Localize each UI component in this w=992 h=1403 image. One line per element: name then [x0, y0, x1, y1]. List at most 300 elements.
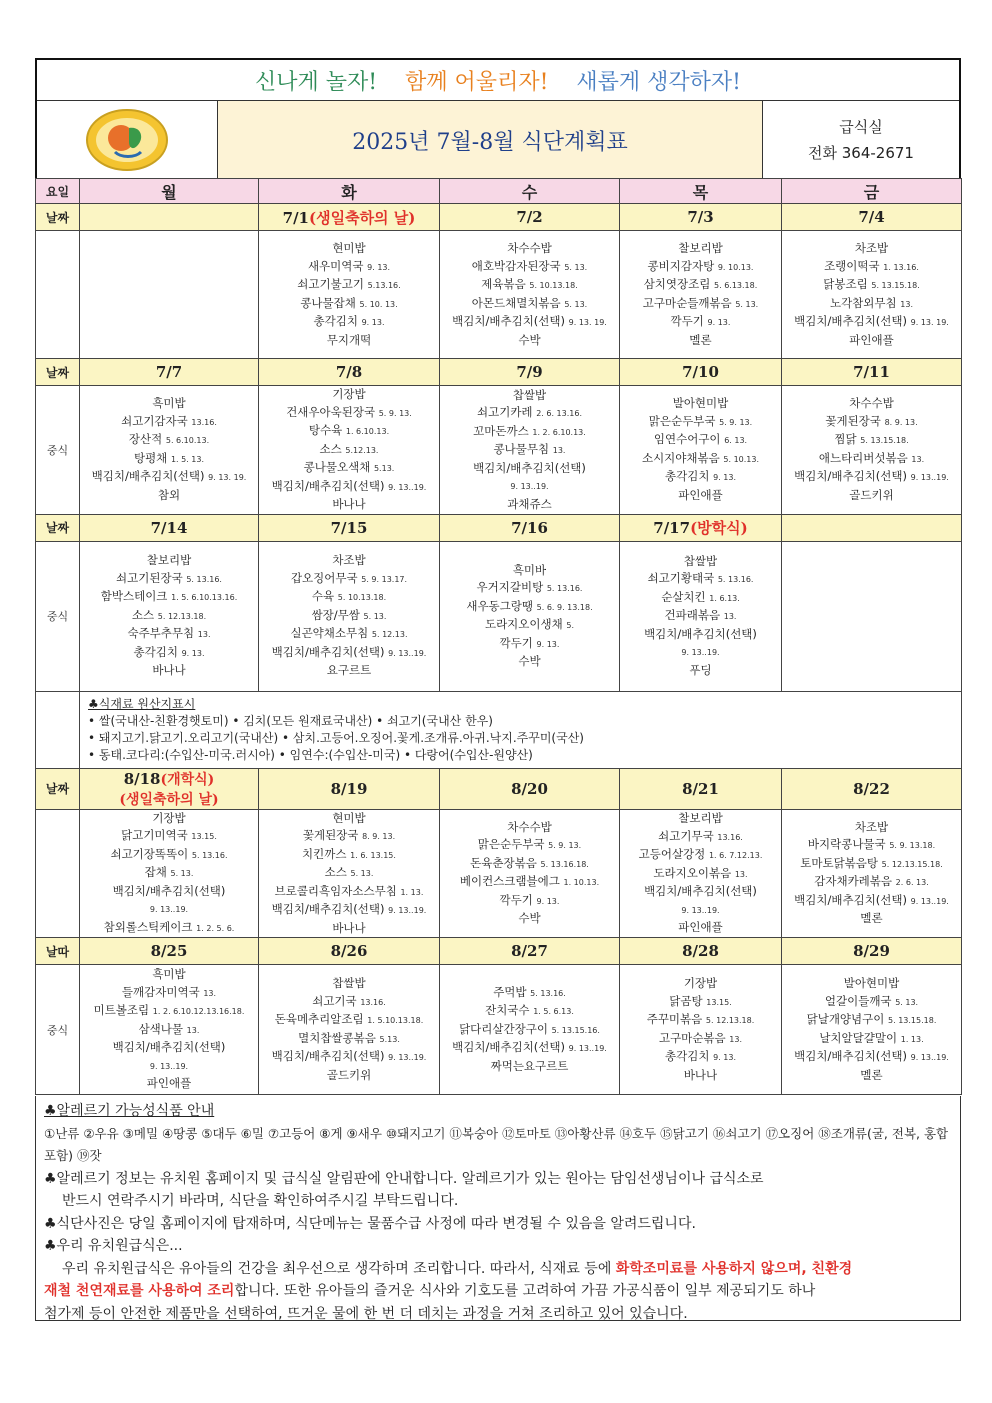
menu-row — [36, 965, 962, 1095]
allergen-codes: 1. 6. 7.12.13. — [708, 851, 763, 860]
menu-cell — [782, 809, 962, 938]
menu-item — [782, 1030, 961, 1049]
menu-item — [782, 993, 961, 1012]
allergen-codes: 13.15. — [706, 997, 732, 1007]
menu-item — [782, 1011, 961, 1030]
allergen-codes: 5. 6.10.13. — [165, 436, 210, 446]
slogan-1: 신나게 놀자! — [254, 69, 378, 95]
menu-item — [782, 258, 961, 277]
date-cell — [620, 514, 782, 541]
weekday-header-row — [36, 179, 962, 204]
dish-name: 날치알달걀말이 — [819, 1030, 898, 1045]
allergen-codes: 13. — [197, 630, 211, 640]
origin-line: • 동태.코다리:(수입산-미국.러시아) • 임연수:(수입산-미국) • 다랑어(수입산-원양산) — [88, 747, 533, 762]
menu-item — [440, 496, 619, 514]
dish-name: 찜닭 — [834, 432, 857, 447]
allergen-codes: 5. 13. — [170, 869, 194, 878]
dish-name: 흑미바 — [512, 562, 547, 577]
dish-name: 수박 — [518, 911, 541, 926]
date-cell — [782, 204, 962, 231]
dish-name: 토마토닭볶음탕 — [800, 855, 879, 870]
dish-name: 차수수밥 — [849, 396, 894, 411]
dish-name: 고구마순들깨볶음 — [642, 295, 732, 310]
menu-item — [80, 827, 258, 846]
allergen-codes: 13. — [734, 869, 748, 879]
menu-item — [782, 468, 961, 487]
dish-name: 멜론 — [689, 332, 712, 347]
slogan-bar — [37, 60, 959, 101]
menu-item — [440, 836, 619, 855]
dish-name: 돈육메추리알조림 — [274, 1012, 364, 1026]
menu-item — [80, 570, 258, 589]
menu-item — [620, 276, 781, 295]
dish-name: 골드키위 — [849, 487, 894, 502]
menu-item — [440, 295, 619, 314]
dish-name: 새우동그랑땡 — [466, 598, 533, 613]
dish-name: 바나나 — [683, 1067, 718, 1082]
menu-item — [620, 240, 781, 258]
date-text: 7/4 — [858, 208, 885, 226]
dish-name: 쇠고기불고기 — [297, 277, 364, 291]
allergen-codes: 5. 13.16. — [530, 988, 566, 998]
dish-name: 갑오징어무국 — [290, 570, 358, 585]
dish-name: 백김치/배추김치(선택) — [271, 1049, 385, 1063]
menu-item — [782, 395, 961, 413]
allergen-codes: 5. 13.15.16. — [551, 1025, 600, 1035]
allergen-codes: 9. 10.13. — [717, 262, 754, 272]
menu-item — [440, 423, 619, 442]
office-label: 급식실 — [839, 118, 883, 136]
menu-cell — [620, 386, 782, 515]
menu-item — [620, 570, 781, 589]
menu-cell — [440, 965, 620, 1095]
date-note: (개학식) — [160, 771, 215, 788]
allergen-codes: 1. 2. 6.10.13. — [532, 427, 586, 437]
dish-name: 발아현미밥 — [843, 976, 900, 990]
allergen-codes: 5. 6. 9. 13.18. — [536, 602, 593, 612]
allergen-codes: 1. 13. — [400, 887, 424, 897]
menu-item — [782, 819, 961, 837]
allergen-codes: 5. 13.16.18. — [540, 859, 589, 869]
date-cell — [620, 938, 782, 965]
allergen-codes: 5. 13.15.18. — [888, 1016, 937, 1025]
menu-item — [80, 662, 258, 680]
menu-item — [259, 459, 439, 478]
menu-item — [620, 883, 781, 901]
meal-intro-paragraph-3: 첨가제 등이 안전한 제품만을 선택하여, 뜨거운 물에 한 번 더 데치는 과정을 거쳐 조리하고 있어 있습니다. — [44, 1305, 688, 1322]
menu-item — [620, 846, 781, 865]
dish-name: 백김치/배추김치(선택) — [91, 469, 205, 484]
menu-item — [80, 1075, 258, 1093]
allergen-codes: 5. 9. 13.17. — [361, 574, 408, 584]
date-note-2: (생일축하의 날) — [119, 791, 219, 808]
allergen-codes: 6. 13. — [724, 436, 748, 446]
menu-item — [80, 919, 258, 938]
dish-name: 순살치킨 — [661, 589, 706, 604]
dish-name: 콩나물오색채 — [303, 460, 371, 474]
date-row — [36, 514, 962, 541]
date-row — [36, 359, 962, 386]
menu-item — [440, 1002, 619, 1021]
menu-item — [440, 819, 619, 837]
allergen-codes: 5. 13. — [350, 869, 374, 878]
menu-item — [80, 984, 258, 1003]
dish-name: 찹쌀밥 — [683, 553, 718, 568]
date-text: 8/22 — [853, 779, 890, 798]
dish-name: 무지개떡 — [326, 332, 372, 347]
allergen-codes: 9. 13. — [367, 262, 391, 272]
dish-name: 고구마순볶음 — [658, 1030, 726, 1045]
dish-name: 요구르트 — [326, 663, 372, 678]
dish-name: 쇠고기감자국 — [121, 413, 188, 428]
allergen-codes: 2. 6. 13. — [895, 878, 929, 888]
dish-name: 차수수밥 — [507, 819, 552, 834]
date-cell — [620, 204, 782, 231]
menu-item — [80, 552, 258, 570]
date-cell — [259, 204, 440, 231]
menu-item — [259, 901, 439, 920]
para-text-b: 합니다. 또한 유아들의 즐거운 식사와 기호도를 고려하여 가끔 가공식품이 일부 제공되기도 하나 — [234, 1283, 816, 1299]
menu-cell — [80, 231, 259, 359]
allergen-codes: 13.15. — [191, 832, 217, 841]
allergen-codes: 1. 10.13. — [563, 878, 600, 888]
allergen-codes: 9. 13..19. — [681, 648, 720, 658]
dish-name: 돈육춘장볶음 — [470, 855, 537, 870]
weekday-1: 화 — [259, 179, 440, 204]
menu-item — [80, 810, 258, 828]
menu-item — [440, 635, 619, 654]
allergen-codes: 9. 13. — [536, 896, 560, 906]
menu-item — [440, 460, 619, 478]
allergen-codes: 8. 9. 13. — [362, 832, 396, 841]
allergen-codes: 1. 5.10.13.18. — [367, 1016, 424, 1025]
allergen-codes: 1. 5. 6.13. — [533, 1007, 574, 1017]
menu-item — [782, 1048, 961, 1067]
date-text: 7/16 — [511, 518, 548, 537]
date-label: 날짜 — [36, 204, 80, 231]
allergen-codes: 13. — [723, 612, 737, 622]
date-label: 날짜 — [36, 768, 80, 809]
dish-name: 도라지오이생채 — [484, 617, 563, 631]
menu-item — [80, 395, 258, 413]
dish-name: 멜론 — [860, 911, 883, 926]
origin-row — [36, 691, 962, 768]
menu-row — [36, 231, 962, 359]
dish-name: 참외롤스틱케이크 — [103, 919, 193, 934]
menu-item — [440, 616, 619, 635]
dish-name: 기장밥 — [683, 976, 718, 990]
allergen-codes: 9. 13. 19. — [568, 318, 607, 327]
date-cell — [80, 204, 259, 231]
allergen-codes: 9. 13. 19. — [208, 473, 247, 483]
dish-name: 차조밥 — [854, 819, 889, 834]
menu-item — [259, 276, 439, 295]
menu-item — [440, 240, 619, 258]
dish-name: 파인애플 — [678, 487, 723, 502]
allergen-notice-cont: 반드시 연락주시기 바라며, 식단을 확인하여주시길 부탁드립니다. — [62, 1193, 459, 1209]
allergen-notice: ♣알레르기 정보는 유치원 홈페이지 및 급식실 알림판에 안내합니다. 알레르기가 있는 원아는 담임선생님이나 급식소로 — [44, 1170, 764, 1187]
slogan-2: 함께 어울리자! — [405, 69, 549, 95]
menu-item — [782, 295, 961, 314]
menu-item — [782, 975, 961, 993]
dish-name: 쌈장/무쌈 — [311, 607, 360, 622]
menu-cell — [259, 809, 440, 938]
menu-item — [620, 413, 781, 432]
menu-cell — [782, 541, 962, 691]
dish-name: 백김치/배추김치(선택) — [271, 644, 385, 659]
menu-item — [440, 579, 619, 598]
menu-item — [620, 332, 781, 350]
menu-item — [80, 1057, 258, 1076]
menu-table — [35, 178, 962, 1095]
date-text: 7/9 — [516, 363, 543, 381]
dish-name: 애느타리버섯볶음 — [818, 450, 908, 465]
menu-cell — [620, 541, 782, 691]
menu-cell — [80, 386, 259, 515]
dish-name: 바나나 — [332, 920, 366, 935]
menu-item — [782, 892, 961, 911]
allergen-codes: 5. 9. 13. — [719, 417, 753, 427]
dish-name: 노각참외무침 — [829, 295, 897, 310]
allergen-codes: 5. 13.15.18. — [871, 281, 920, 290]
dish-name: 닭날개양념구이 — [806, 1012, 885, 1026]
menu-item — [620, 468, 781, 487]
date-cell — [782, 768, 962, 809]
dish-name: 감자채카레볶음 — [814, 874, 893, 889]
dish-name: 수박 — [518, 654, 541, 668]
weekday-0: 월 — [80, 179, 259, 204]
menu-item — [80, 450, 258, 469]
dish-name: 바나나 — [332, 497, 366, 511]
allergen-codes: 5. 13.15.18. — [860, 436, 909, 446]
menu-item — [440, 892, 619, 911]
menu-item — [259, 240, 439, 258]
meal-label — [36, 809, 80, 938]
menu-cell — [80, 541, 259, 691]
allergen-codes: 5. 10. 13. — [359, 299, 398, 309]
menu-item — [782, 276, 961, 295]
menu-cell — [440, 541, 620, 691]
menu-item — [259, 827, 439, 846]
menu-item — [259, 258, 439, 277]
menu-item — [440, 562, 619, 580]
menu-item — [259, 975, 439, 993]
menu-item — [620, 1048, 781, 1067]
meal-label: 중식 — [36, 386, 80, 515]
allergen-codes: 5. 9. 13. — [548, 841, 582, 851]
menu-item — [80, 468, 258, 487]
dish-name: 현미밥 — [332, 810, 366, 825]
menu-item — [620, 865, 781, 884]
date-cell — [620, 359, 782, 386]
dish-name: 주먹밥 — [493, 984, 527, 999]
date-text: 7/17 — [653, 519, 691, 537]
para-highlight-2: 재철 천연재료를 사용하여 조리 — [44, 1283, 235, 1299]
dish-name: 쇠고기카레 — [477, 405, 533, 419]
menu-item — [782, 1067, 961, 1085]
menu-item — [80, 883, 258, 901]
date-cell — [259, 768, 440, 809]
allergen-title: ♣알레르기 가능성식품 안내 — [44, 1103, 215, 1119]
allergen-codes: 5. 13.16. — [186, 574, 222, 584]
allergen-codes: 1. 5. 13. — [170, 454, 205, 464]
dish-name: 닭고기미역국 — [121, 828, 188, 842]
dish-name: 잡채 — [144, 865, 167, 879]
dish-name: 흑미밥 — [152, 967, 186, 982]
allergen-codes: 1. 13. — [900, 1034, 924, 1044]
allergen-codes: 5. 12.13.18. — [157, 611, 207, 621]
dish-name: 쇠고기장똑똑이 — [110, 846, 189, 861]
meal-intro-paragraph — [44, 1258, 952, 1281]
menu-item — [259, 441, 439, 460]
date-text: 7/10 — [682, 363, 719, 381]
dish-name: 찹쌀밥 — [332, 976, 366, 990]
menu-item — [440, 984, 619, 1003]
dish-name: 닭곰탕 — [669, 993, 703, 1008]
menu-item — [620, 626, 781, 644]
date-text: 8/18 — [123, 769, 161, 788]
menu-item — [259, 607, 439, 626]
menu-cell — [620, 965, 782, 1095]
date-text: 7/7 — [155, 363, 183, 381]
date-row — [36, 938, 962, 965]
dish-name: 미트볼조림 — [93, 1003, 150, 1018]
allergen-codes: 9. 13..19. — [910, 473, 949, 483]
menu-item — [259, 810, 439, 828]
allergen-codes: 13. — [186, 1025, 200, 1035]
dish-name: 들깨감자미역국 — [121, 984, 200, 999]
menu-item — [620, 810, 781, 828]
weekday-2: 수 — [440, 179, 620, 204]
meal-label: 중식 — [36, 541, 80, 691]
allergen-codes: 5. 13.16. — [546, 584, 583, 593]
dish-name: 백김치/배추김치(선택) — [473, 460, 586, 475]
origin-title: ♣식재료 원산지표시 — [88, 696, 196, 711]
dish-name: 백김치/배추김치(선택) — [112, 883, 226, 898]
allergen-codes: 5. 12.13.15.18. — [881, 859, 943, 869]
menu-item — [259, 422, 439, 441]
menu-item — [259, 1067, 439, 1085]
menu-item — [620, 487, 781, 505]
menu-item — [620, 828, 781, 847]
dish-name: 꼬마돈까스 — [473, 423, 529, 438]
menu-item — [259, 662, 439, 680]
dish-name: 꽃게된장국 — [302, 828, 359, 842]
allergen-codes: 13. — [203, 988, 217, 998]
allergen-codes: 1. 6.13. — [709, 593, 740, 603]
date-cell — [259, 359, 440, 386]
dish-name: 잔치국수 — [485, 1003, 530, 1018]
date-cell — [782, 514, 962, 541]
menu-item — [782, 855, 961, 874]
dish-name: 소스 — [319, 441, 342, 456]
dish-name: 도라지오이볶음 — [653, 865, 732, 880]
dish-name: 쇠고기황태국 — [647, 571, 715, 586]
dish-name: 베이컨스크램블에그 — [459, 874, 560, 889]
contact-info — [763, 101, 959, 179]
menu-cell — [80, 809, 259, 938]
dish-name: 발아현미밥 — [672, 396, 729, 411]
menu-item — [620, 589, 781, 608]
menu-item — [620, 313, 781, 332]
dish-name: 임연수어구이 — [653, 432, 721, 447]
menu-item — [259, 295, 439, 314]
dish-name: 브로콜리흑임자소스무침 — [274, 883, 397, 898]
dish-name: 콩나물무침 — [493, 442, 550, 456]
dish-name: 수박 — [518, 332, 541, 347]
dish-name: 아몬드채멸치볶음 — [471, 295, 561, 310]
allergen-codes: 5. 10.13. — [723, 454, 760, 464]
allergen-codes: 5.13. — [379, 1034, 400, 1044]
menu-item — [620, 553, 781, 571]
dish-name: 삼색나물 — [138, 1021, 184, 1036]
allergen-codes: 13. — [552, 446, 566, 455]
dish-name: 장산적 — [128, 432, 163, 447]
menu-item — [440, 387, 619, 405]
page-title: 2025년 7월-8월 식단계획표 — [218, 101, 763, 179]
menu-item — [80, 607, 258, 626]
allergen-codes: 1. 6. 13.15. — [350, 850, 396, 860]
date-cell — [782, 359, 962, 386]
allergen-codes: 9. 13. 19. — [910, 318, 949, 327]
dish-name: 애호박감자된장국 — [471, 258, 561, 273]
date-text: 8/21 — [682, 779, 719, 798]
menu-item — [440, 332, 619, 350]
menu-item — [440, 441, 619, 460]
menu-item — [620, 395, 781, 413]
allergen-codes: 1. 6.10.13. — [345, 427, 390, 436]
menu-item — [782, 450, 961, 469]
dish-name: 총각김치 — [665, 1049, 710, 1063]
menu-item — [259, 313, 439, 332]
date-note: (생일축하의 날) — [309, 208, 416, 227]
allergen-codes: 5. 13. — [363, 611, 387, 621]
dish-name: 우거지갈비탕 — [476, 580, 544, 594]
dish-name: 주꾸미볶음 — [646, 1012, 703, 1026]
allergen-codes: 9. 13..19. — [388, 648, 427, 658]
menu-item — [259, 1011, 439, 1030]
menu-item — [440, 855, 619, 874]
menu-item — [80, 1002, 258, 1021]
date-text: 8/20 — [511, 779, 548, 798]
allergen-codes: 5. 12.13.18. — [705, 1016, 755, 1025]
allergen-codes: 13.16. — [717, 832, 743, 842]
menu-item — [440, 598, 619, 617]
dish-name: 쇠고기된장국 — [116, 570, 183, 585]
menu-cell — [259, 965, 440, 1095]
allergen-codes: 1. 2. 5. 6. — [196, 923, 235, 933]
date-row — [36, 768, 962, 809]
allergen-codes: 5.13. — [373, 464, 395, 473]
date-cell — [440, 359, 620, 386]
date-cell — [80, 938, 259, 965]
dish-name: 쇠고기국 — [312, 993, 357, 1008]
menu-cell — [782, 386, 962, 515]
dish-name: 기장밥 — [152, 810, 186, 825]
menu-item — [80, 625, 258, 644]
allergen-codes: 5. 9. 13.18. — [889, 841, 936, 851]
para-highlight-1: 화학조미료를 사용하지 않으며, 친환경 — [615, 1260, 853, 1277]
dish-name: 수육 — [311, 589, 335, 604]
date-text: 8/25 — [150, 942, 188, 960]
menu-item — [80, 588, 258, 607]
meal-label — [36, 231, 80, 359]
menu-item — [440, 873, 619, 892]
menu-item — [440, 1021, 619, 1040]
dish-name: 닭다리살간장구이 — [459, 1021, 548, 1036]
menu-item — [620, 919, 781, 937]
allergen-codes: 9. 13..19. — [149, 1061, 189, 1071]
